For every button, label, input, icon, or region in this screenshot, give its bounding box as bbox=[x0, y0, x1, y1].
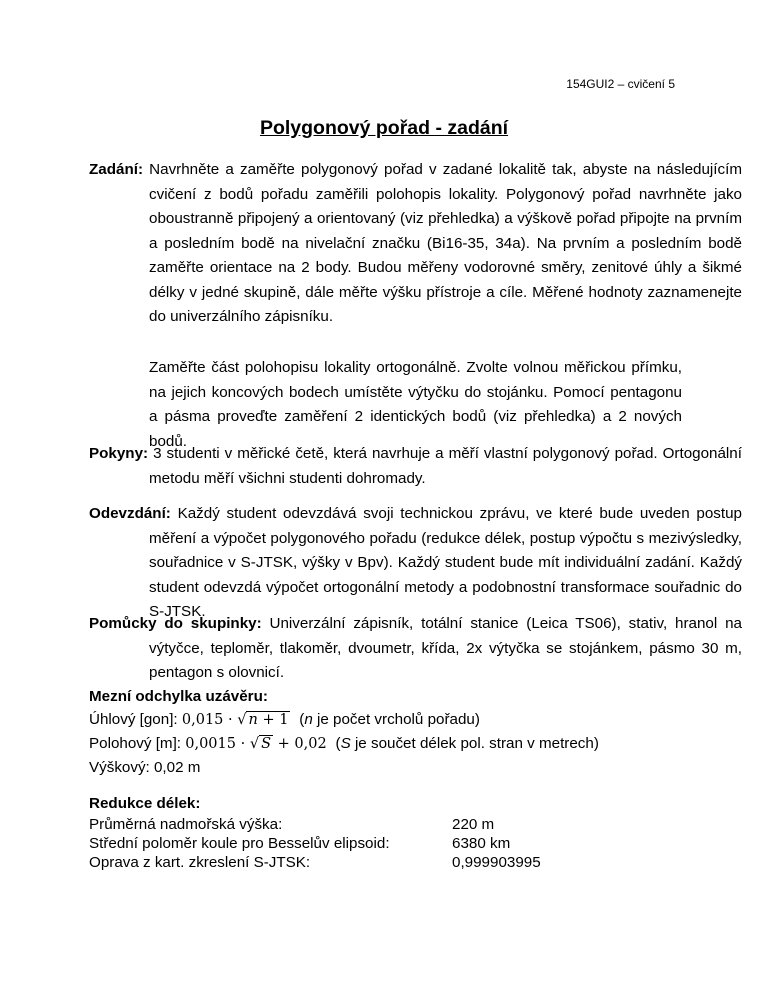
pokyny-label: Pokyny: bbox=[89, 445, 149, 462]
mezni-heading: Mezní odchylka uzávěru: bbox=[89, 688, 268, 705]
polohovy-coef: 0,0015 · bbox=[185, 736, 246, 752]
zadani-text: Navrhněte a zaměřte polygonový pořad v zadané lokalitě tak, abyste na následujícím cvičení z bodů pořadu zaměřili polohopis lokality. Polygonový pořad navrhněte jako oboustranně připojený a orientovaný (viz přehledka) a výškově pořad připojte na prvním a posledním bodě na nivelační značku (Bi16-35, 34a). Na prvním a posledním bodě zaměřte orientace na 2 body. Budou měřeny vodorovné směry, zenitové úhly a šikmé délky v jedné skupině, dále měřte výšku přístroje a cíle. Měřené hodnoty zaznamenejte do univerzálního zápisníku. bbox=[149, 161, 742, 325]
odevzdani-text: Každý student odevzdává svoji technickou zprávu, ve které bude uveden postup měření a výpočet polygonového pořadu (redukce délek, postup výpočtu s mezivýsledky, souřadnice v S-JTSK, výšky v Bpv). Každý student bude mít individuální zadání. Každý student odevzdá výpočet ortogonální metody a podobnostní transformace souřadnic do S-JTSK. bbox=[149, 505, 742, 620]
uhlovy-formula bbox=[182, 712, 295, 728]
sqrt-symbol: √ S bbox=[249, 736, 272, 752]
uhlovy-note: je počet vrcholů pořadu) bbox=[317, 711, 480, 728]
redukce-value: 220 m bbox=[452, 816, 495, 833]
polohovy-note-var: S bbox=[340, 735, 351, 752]
section-zadani bbox=[89, 158, 742, 330]
redukce-row bbox=[89, 815, 495, 835]
redukce-heading: Redukce délek: bbox=[89, 795, 201, 812]
zadani-text-2: Zaměřte část polohopisu lokality ortogonálně. Zvolte volnou měřickou přímku, na jejich koncových bodech umístěte výtyčku do stojánku. Pomocí pentagonu a pásma proveďte zaměření 2 identických bodů (viz přehledka) a 2 nových bodů. bbox=[149, 359, 682, 450]
odevzdani-label: Odevzdání: bbox=[89, 505, 171, 522]
redukce-value: 0,999903995 bbox=[452, 854, 541, 871]
uhlovy-line: Úhlový [gon]: 0,015 · √ n + 1 (n je počet vrcholů pořadu) bbox=[89, 708, 599, 732]
polohovy-note: je součet délek pol. stran v metrech) bbox=[354, 735, 599, 752]
redukce-label: Průměrná nadmořská výška: bbox=[89, 816, 283, 833]
uhlovy-label: Úhlový [gon]: bbox=[89, 711, 178, 728]
polohovy-label: Polohový [m]: bbox=[89, 735, 182, 752]
section-pomucky bbox=[89, 612, 742, 686]
uhlovy-note-var: n bbox=[304, 711, 313, 728]
pokyny-text: 3 studenti v měřické četě, která navrhuje a měří vlastní polygonový pořad. Ortogonální metodu měří všichni studenti dohromady. bbox=[149, 445, 742, 487]
redukce-value: 6380 km bbox=[452, 835, 511, 852]
polohovy-var: S bbox=[261, 736, 272, 752]
zadani-label: Zadání: bbox=[89, 161, 144, 178]
redukce-row bbox=[89, 834, 511, 854]
section-mezni bbox=[89, 685, 599, 779]
page-title: Polygonový pořad - zadání bbox=[259, 117, 509, 139]
redukce-row bbox=[89, 853, 541, 873]
sqrt-symbol: √ n + 1 bbox=[237, 712, 289, 728]
section-odevzdani bbox=[89, 502, 742, 625]
polohovy-formula bbox=[185, 736, 331, 752]
section-pokyny bbox=[89, 442, 742, 491]
uhlovy-rad-rest: + 1 bbox=[262, 712, 289, 728]
redukce-label: Střední poloměr koule pro Besselův elipsoid: bbox=[89, 835, 390, 852]
pomucky-text: Univerzální zápisník, totální stanice (Leica TS06), stativ, hranol na výtyčce, teploměr, tlakoměr, dvoumetr, křída, 2x výtyčka se stojánkem, pásmo 30 m, pentagon s olovnicí. bbox=[149, 615, 742, 681]
uhlovy-coef: 0,015 · bbox=[181, 712, 233, 728]
course-code: 154GUI2 – cvičení 5 bbox=[566, 77, 675, 91]
uhlovy-var: n bbox=[248, 712, 258, 728]
polohovy-rest: + 0,02 bbox=[277, 736, 327, 752]
vyskovy-line: Výškový: 0,02 m bbox=[89, 759, 201, 776]
pomucky-label: Pomůcky do skupinky: bbox=[89, 615, 262, 632]
polohovy-line: Polohový [m]: 0,0015 · √ S + 0,02 (S je součet délek pol. stran v metrech) bbox=[89, 732, 599, 756]
redukce-label: Oprava z kart. zkreslení S-JTSK: bbox=[89, 854, 311, 871]
